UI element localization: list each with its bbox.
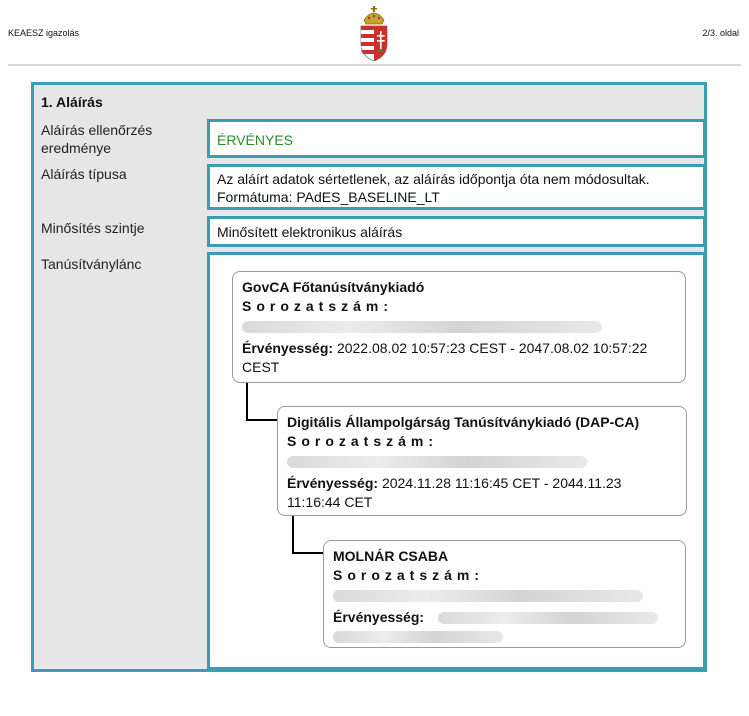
serial-number-label: Sorozatszám: bbox=[333, 567, 485, 583]
verification-result-box bbox=[207, 119, 706, 158]
serial-number-label: Sorozatszám: bbox=[287, 433, 439, 449]
certificate-chain-box bbox=[207, 252, 706, 670]
certificate-card-root bbox=[232, 271, 686, 383]
signature-section bbox=[31, 82, 707, 672]
certificate-name: MOLNÁR CSABA bbox=[333, 548, 449, 564]
validity-value: 2022.08.02 10:57:23 CEST - 2047.08.02 10:57:22 CEST bbox=[242, 340, 648, 375]
hungarian-coat-of-arms-icon bbox=[357, 6, 391, 62]
signature-type-box bbox=[207, 164, 706, 210]
document-title: KEAESZ igazolás bbox=[8, 28, 80, 38]
validity-redacted bbox=[333, 631, 503, 643]
serial-number-label: Sorozatszám: bbox=[242, 298, 394, 314]
signature-type-label: Aláírás típusa bbox=[41, 166, 127, 182]
serial-number-redacted bbox=[287, 456, 587, 468]
page-indicator: 2/3. oldal bbox=[702, 28, 739, 38]
validity-label: Érvényesség: bbox=[287, 475, 379, 491]
validity-label: Érvényesség: bbox=[242, 340, 334, 356]
serial-number-redacted bbox=[242, 321, 602, 333]
validity-line bbox=[333, 608, 676, 627]
header-divider bbox=[8, 64, 741, 66]
chain-connector bbox=[246, 383, 278, 421]
qualification-level-box bbox=[207, 216, 706, 247]
chain-connector bbox=[292, 516, 324, 554]
qualification-level-label: Minősítés szintje bbox=[41, 220, 145, 236]
validity-value: 2024.11.28 11:16:45 CET - 2044.11.23 11:16:44 CET bbox=[287, 475, 622, 510]
signature-type-line1: Az aláírt adatok sértetlenek, az aláírás időpontja óta nem módosultak. bbox=[217, 171, 650, 187]
validity-line bbox=[287, 474, 677, 512]
certificate-card-intermediate bbox=[277, 406, 687, 516]
section-title: 1. Aláírás bbox=[41, 94, 103, 110]
verification-result-label: Aláírás ellenőrzés eredménye bbox=[41, 122, 153, 156]
qualification-level-value: Minősített elektronikus aláírás bbox=[217, 224, 403, 240]
certificate-name: Digitális Állampolgárság Tanúsítványkiadó (DAP-CA) bbox=[287, 414, 640, 430]
certificate-chain-label: Tanúsítványlánc bbox=[41, 256, 142, 272]
verification-result-value: ÉRVÉNYES bbox=[217, 132, 293, 148]
validity-label: Érvényesség: bbox=[333, 609, 425, 625]
validity-line bbox=[242, 339, 676, 377]
validity-redacted bbox=[438, 612, 658, 624]
certificate-name: GovCA Főtanúsítványkiadó bbox=[242, 279, 425, 295]
certificate-card-end-entity bbox=[323, 540, 686, 648]
signature-type-line2: Formátuma: PAdES_BASELINE_LT bbox=[217, 189, 440, 205]
serial-number-redacted bbox=[333, 590, 643, 602]
